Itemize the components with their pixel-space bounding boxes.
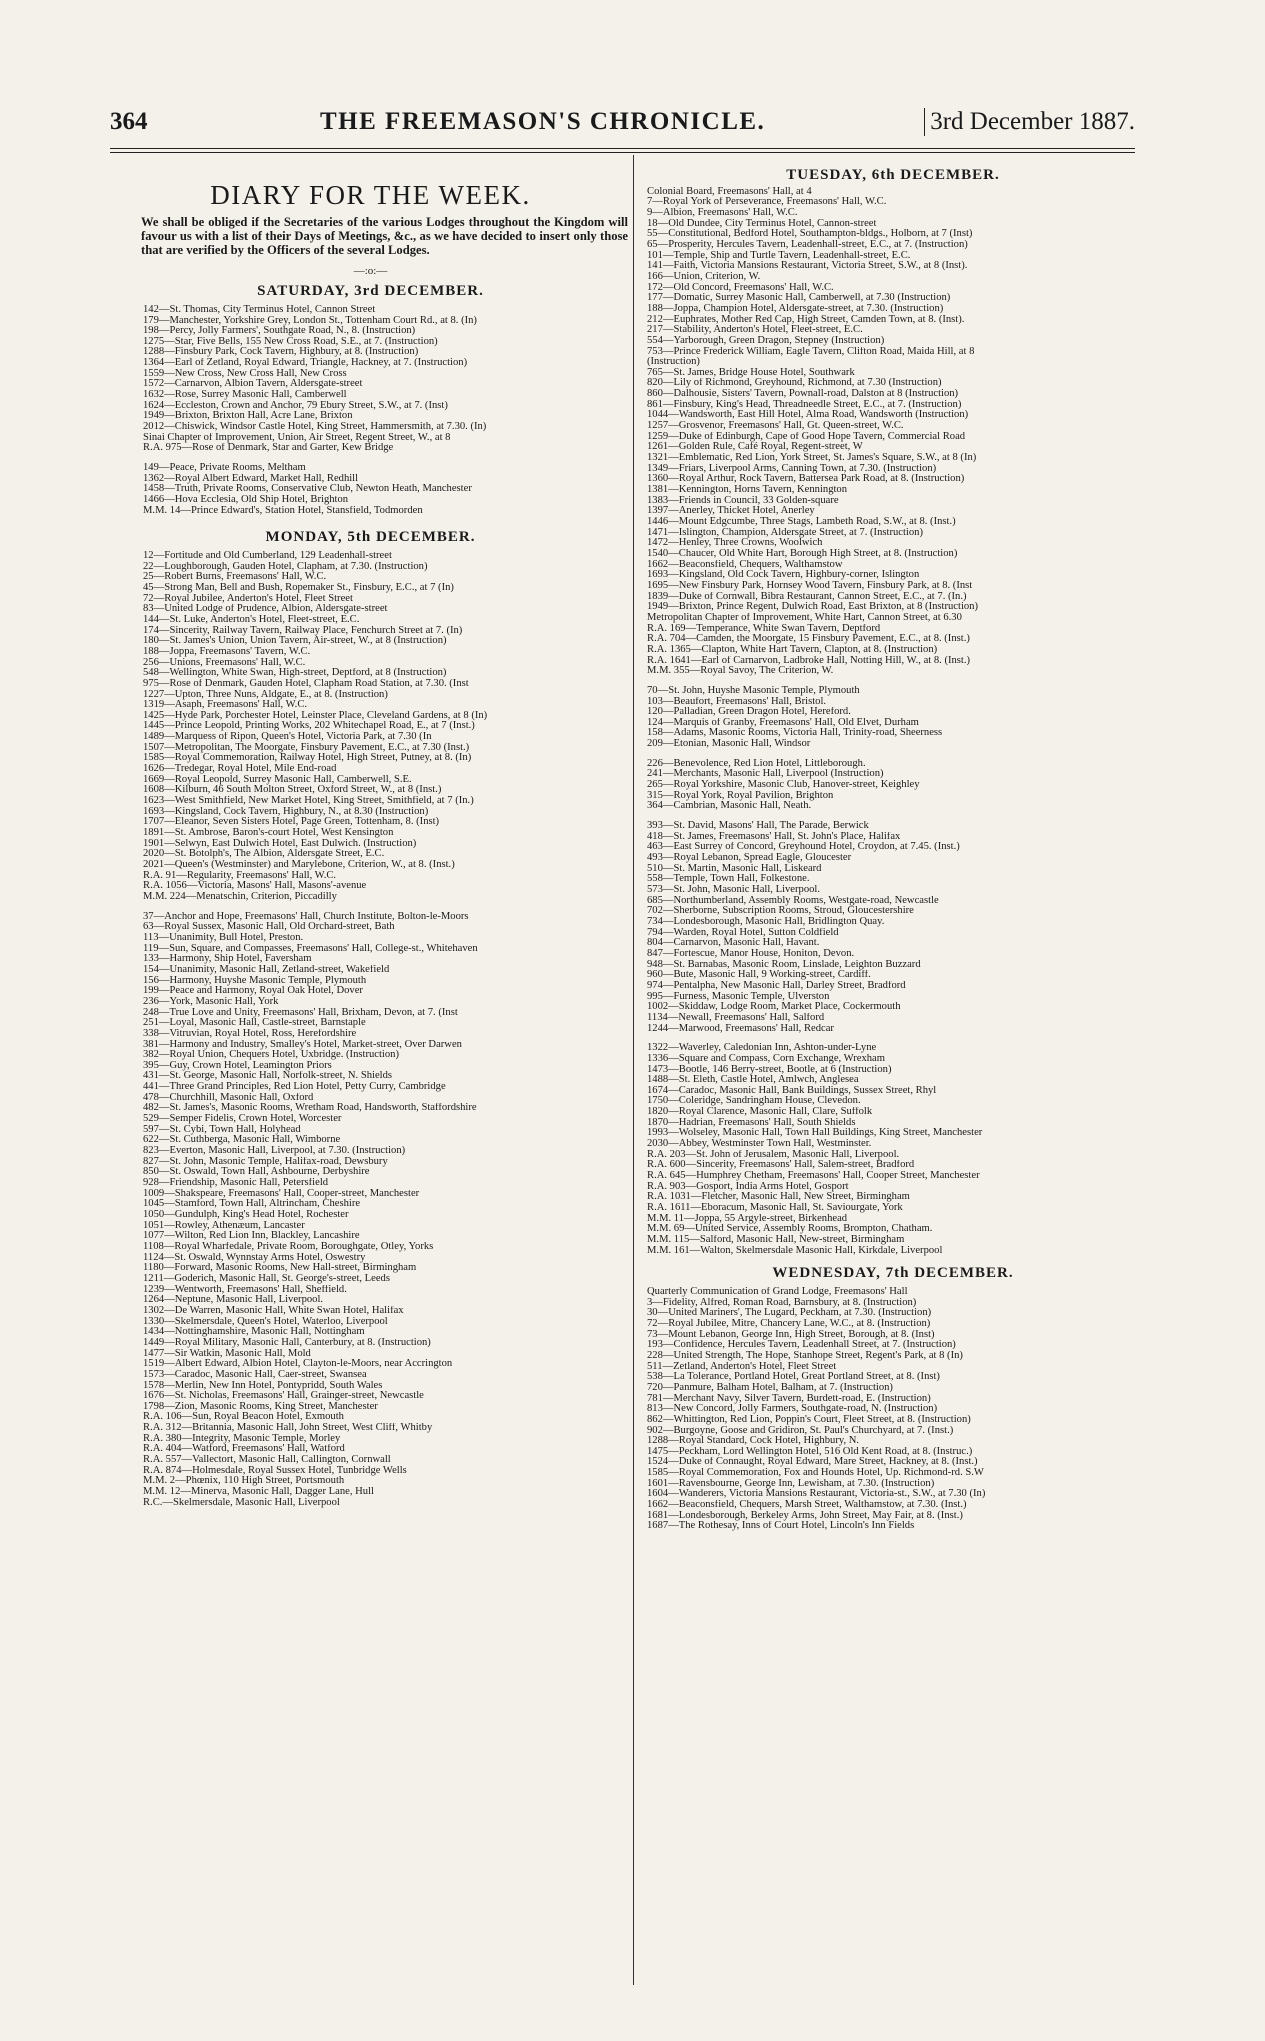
lodge-entry: 1949—Brixton, Prince Regent, Dulwich Road, East Brixton, at 8 (Instruction)	[647, 602, 979, 613]
lodge-entry: R.A. 312—Britannia, Masonic Hall, John Street, West Cliff, Whitby	[143, 1423, 433, 1434]
lodge-entry: 1257—Grosvenor, Freemasons' Hall, Gt. Queen-street, W.C.	[647, 421, 904, 432]
left-column	[113, 168, 628, 1508]
lodge-entry: 83—United Lodge of Prudence, Albion, Aldersgate-street	[143, 604, 388, 615]
section-separator: —:o:—	[353, 264, 388, 277]
lodge-entry: Quarterly Communication of Grand Lodge, Freemasons' Hall	[647, 1286, 908, 1297]
lodge-entry: 1891—St. Ambrose, Baron's-court Hotel, West Kensington	[143, 828, 394, 839]
lodge-entry: 441—Three Grand Principles, Red Lion Hotel, Petty Curry, Cambridge	[143, 1082, 446, 1093]
lodge-entry: 177—Domatic, Surrey Masonic Hall, Camberwell, at 7.30 (Instruction)	[647, 293, 951, 304]
lodge-entry: M.M. 115—Salford, Masonic Hall, New-street, Birmingham	[647, 1235, 905, 1245]
lodge-entry: 538—La Tolerance, Portland Hotel, Great Portland Street, at 8. (Inst)	[647, 1372, 940, 1383]
lodge-entry: 228—United Strength, The Hope, Stanhope Street, Regent's Park, at 8 (In)	[647, 1350, 963, 1361]
group-gap	[643, 750, 1143, 759]
lodge-entry: 431—St. George, Masonic Hall, Norfolk-street, N. Shields	[143, 1071, 393, 1082]
lodge-entry: 1870—Hadrian, Freemasons' Hall, South Shields	[647, 1117, 856, 1128]
lodge-entry: 12—Fortitude and Old Cumberland, 129 Leadenhall-street	[143, 550, 392, 561]
lodge-entry: 861—Finsbury, King's Head, Threadneedle Street, E.C., at 7. (Instruction)	[647, 399, 962, 410]
lodge-entry: 1362—Royal Albert Edward, Market Hall, Redhill	[143, 473, 359, 484]
right-column	[643, 167, 1143, 1532]
lodge-entry: 1681—Londesborough, Berkeley Arms, John Street, May Fair, at 8. (Inst.)	[647, 1510, 963, 1521]
lodge-entry: 2021—Queen's (Westminster) and Marylebone, Criterion, W., at 8. (Inst.)	[143, 860, 455, 871]
lodge-entry: R.A. 1031—Fletcher, Masonic Hall, New Street, Birmingham	[647, 1192, 910, 1203]
lodge-entry: 144—St. Luke, Anderton's Hotel, Fleet-street, E.C.	[143, 614, 360, 625]
lodge-entry: 1674—Caradoc, Masonic Hall, Bank Buildings, Sussex Street, Rhyl	[647, 1085, 937, 1096]
lodge-entry: 133—Harmony, Ship Hotel, Faversham	[143, 954, 312, 965]
lodge-entry: 1693—Kingsland, Cock Tavern, Highbury, N., at 8.30 (Instruction)	[143, 806, 429, 817]
lodge-entry: R.A. 1056—Victoria, Masons' Hall, Masons'-avenue	[143, 881, 367, 892]
column-divider	[633, 155, 634, 1985]
lodge-entry: 395—Guy, Crown Hotel, Leamington Priors	[143, 1060, 332, 1071]
lodge-entry: 1489—Marquess of Ripon, Queen's Hotel, Victoria Park, at 7.30 (In	[143, 732, 432, 743]
lodge-entry: 1364—Earl of Zetland, Royal Edward, Triangle, Hackney, at 7. (Instruction)	[143, 358, 468, 369]
lodge-entry: Metropolitan Chapter of Improvement, White Hart, Cannon Street, at 6.30	[647, 612, 962, 623]
lodge-entry: 73—Mount Lebanon, George Inn, High Street, Borough, at 8. (Inst)	[647, 1329, 935, 1340]
lodge-entry: 1227—Upton, Three Nuns, Aldgate, E., at 8. (Instruction)	[143, 689, 388, 700]
lodge-entry: 381—Harmony and Industry, Smalley's Hotel, Market-street, Over Darwen	[143, 1039, 462, 1050]
monday-entries	[113, 551, 628, 1508]
lodge-entry: 45—Strong Man, Bell and Bush, Ropemaker St., Finsbury, E.C., at 7 (In)	[143, 582, 454, 593]
lodge-entry: 1321—Emblematic, Red Lion, York Street, St. James's Square, S.W., at 8 (In)	[647, 453, 977, 464]
lodge-entry: R.A. 874—Holmesdale, Royal Sussex Hotel, Tunbridge Wells	[143, 1465, 407, 1476]
lodge-entry: 1077—Wilton, Red Lion Inn, Blackley, Lancashire	[143, 1231, 360, 1242]
lodge-entry: 393—St. David, Masons' Hall, The Parade, Berwick	[647, 821, 869, 832]
lodge-entry: 193—Confidence, Hercules Tavern, Leadenhall Street, at 7. (Instruction)	[647, 1340, 956, 1351]
lodge-entry: 1302—De Warren, Masonic Hall, White Swan Hotel, Halifax	[143, 1305, 404, 1316]
lodge-entry: 256—Unions, Freemasons' Hall, W.C.	[143, 657, 306, 668]
lodge-entry: 209—Etonian, Masonic Hall, Windsor	[647, 739, 811, 750]
lodge-entry: 1573—Caradoc, Masonic Hall, Caer-street, Swansea	[143, 1369, 367, 1380]
lodge-entry: 1434—Nottinghamshire, Masonic Hall, Nottingham	[143, 1327, 365, 1338]
lodge-entry: 120—Palladian, Green Dragon Hotel, Hereford.	[647, 707, 851, 718]
lodge-entry: 827—St. John, Masonic Temple, Halifax-road, Dewsbury	[143, 1156, 388, 1167]
lodge-entry: 55—Constitutional, Bedford Hotel, Southampton-bldgs., Holborn, at 7 (Inst)	[647, 229, 973, 240]
lodge-entry: 1585—Royal Commemoration, Railway Hotel, High Street, Putney, at 8. (In)	[143, 753, 472, 764]
lodge-entry: 702—Sherborne, Subscription Rooms, Stroud, Gloucestershire	[647, 906, 914, 917]
lodge-entry: 364—Cambrian, Masonic Hall, Neath.	[647, 801, 812, 812]
lodge-entry: 1687—The Rothesay, Inns of Court Hotel, Lincoln's Inn Fields	[647, 1521, 915, 1532]
lodge-entry: 1322—Waverley, Caledonian Inn, Ashton-under-Lyne	[647, 1043, 877, 1054]
lodge-entry: M.M. 11—Joppa, 55 Argyle-street, Birkenhead	[647, 1213, 848, 1224]
lodge-entry: 995—Furness, Masonic Temple, Ulverston	[647, 991, 830, 1002]
lodge-entry: 622—St. Cuthberga, Masonic Hall, Wimborne	[143, 1135, 341, 1146]
lodge-entry: 63—Royal Sussex, Masonic Hall, Old Orchard-street, Bath	[143, 922, 395, 933]
lodge-entry: 315—Royal York, Royal Pavilion, Brighton	[647, 790, 834, 801]
lodge-entry: 1585—Royal Commemoration, Fox and Hounds Hotel, Up. Richmond-rd. S.W	[647, 1468, 984, 1479]
lodge-entry: 823—Everton, Masonic Hall, Liverpool, at 7.30. (Instruction)	[143, 1146, 406, 1157]
lodge-entry: 188—Joppa, Champion Hotel, Aldersgate-street, at 7.30. (Instruction)	[647, 303, 944, 314]
group-gap	[113, 454, 628, 463]
lodge-entry: (Instruction)	[647, 357, 700, 368]
lodge-entry: 166—Union, Criterion, W.	[647, 271, 761, 282]
lodge-entry: 1901—Selwyn, East Dulwich Hotel, East Dulwich. (Instruction)	[143, 838, 417, 849]
lodge-entry: 1009—Shakspeare, Freemasons' Hall, Cooper-street, Manchester	[143, 1188, 420, 1199]
lodge-entry: 804—Carnarvon, Masonic Hall, Havant.	[647, 938, 820, 949]
lodge-entry: 1051—Rowley, Athenæum, Lancaster	[143, 1220, 305, 1231]
lodge-entry: 975—Rose of Denmark, Gauden Hotel, Clapham Road Station, at 7.30. (Inst	[143, 678, 469, 689]
lodge-entry: 478—Churchhill, Masonic Hall, Oxford	[143, 1092, 314, 1103]
lodge-entry: 463—East Surrey of Concord, Greyhound Hotel, Croydon, at 7.45. (Inst.)	[647, 842, 960, 853]
lodge-entry: 199—Peace and Harmony, Royal Oak Hotel, Dover	[143, 986, 363, 997]
lodge-entry: 1044—Wandsworth, East Hill Hotel, Alma Road, Wandsworth (Instruction)	[647, 410, 969, 421]
lodge-entry: 493—Royal Lebanon, Spread Eagle, Gloucester	[647, 853, 852, 864]
lodge-entry: R.A. 645—Humphrey Chetham, Freemasons' Hall, Cooper Street, Manchester	[647, 1171, 980, 1182]
day-heading-tuesday: TUESDAY, 6th DECEMBER.	[786, 167, 1000, 183]
lodge-entry: 1632—Rose, Surrey Masonic Hall, Camberwell	[143, 390, 347, 401]
lodge-entry: 1381—Kennington, Horns Tavern, Kennington	[647, 485, 848, 496]
lodge-entry: 1623—West Smithfield, New Market Hotel, King Street, Smithfield, at 7 (In.)	[143, 796, 474, 807]
lodge-entry: Sinai Chapter of Improvement, Union, Air Street, Regent Street, W., at 8	[143, 432, 451, 443]
lodge-entry: 1425—Hyde Park, Porchester Hotel, Leinster Place, Cleveland Gardens, at 8 (In)	[143, 710, 488, 721]
lodge-entry: 720—Panmure, Balham Hotel, Balham, at 7. (Instruction)	[647, 1382, 893, 1393]
header-rule-thin	[110, 152, 1135, 153]
lodge-entry: 1839—Duke of Cornwall, Bibra Restaurant, Cannon Street, E.C., at 7. (In.)	[647, 591, 967, 602]
lodge-entry: 510—St. Martin, Masonic Hall, Liskeard	[647, 863, 822, 874]
lodge-entry: 1662—Beaconsfield, Chequers, Walthamstow	[647, 559, 843, 570]
diary-title: DIARY FOR THE WEEK.	[210, 180, 531, 210]
lodge-entry: 418—St. James, Freemasons' Hall, St. John's Place, Halifax	[647, 831, 901, 842]
lodge-entry: R.A. 91—Regularity, Freemasons' Hall, W.C.	[143, 870, 337, 881]
lodge-entry: 1626—Tredegar, Royal Hotel, Mile End-road	[143, 764, 337, 775]
lodge-entry: 1693—Kingsland, Old Cock Tavern, Highbury-corner, Islington	[647, 570, 920, 581]
lodge-entry: 1608—Kilburn, 46 South Molton Street, Oxford Street, W., at 8 (Inst.)	[143, 785, 442, 796]
lodge-entry: 1604—Wanderers, Victoria Mansions Restaurant, Victoria-st., S.W., at 7.30 (In)	[647, 1489, 986, 1500]
lodge-entry: 1336—Square and Compass, Corn Exchange, Wrexham	[647, 1053, 885, 1064]
lodge-entry: 820—Lily of Richmond, Greyhound, Richmond, at 7.30 (Instruction)	[647, 378, 942, 389]
diary-intro: We shall be obliged if the Secretaries of the various Lodges throughout the Kingdom will favour us with a list of their Days of Meetings, &c., as we have decided to insert only those that are verified by the Officers of the several Lodges.	[141, 214, 628, 258]
lodge-entry: M.M. 69—United Service, Assembly Rooms, Brompton, Chatham.	[647, 1224, 933, 1235]
lodge-entry: 70—St. John, Huyshe Masonic Temple, Plymouth	[647, 685, 860, 696]
lodge-entry: 847—Fortescue, Manor House, Honiton, Devon.	[647, 948, 855, 959]
lodge-entry: M.M. 12—Minerva, Masonic Hall, Dagger Lane, Hull	[143, 1487, 374, 1498]
lodge-entry: 1239—Wentworth, Freemasons' Hall, Sheffield.	[143, 1284, 347, 1295]
lodge-entry: 1559—New Cross, New Cross Hall, New Cross	[143, 368, 347, 379]
lodge-entry: 1466—Hova Ecclesia, Old Ship Hotel, Brighton	[143, 495, 349, 506]
lodge-entry: 338—Vitruvian, Royal Hotel, Ross, Herefordshire	[143, 1028, 357, 1039]
lodge-entry: R.A. 404—Watford, Freemasons' Hall, Watford	[143, 1444, 345, 1455]
lodge-entry: 794—Warden, Royal Hotel, Sutton Coldfield	[647, 927, 839, 938]
lodge-entry: M.M. 14—Prince Edward's, Station Hotel, Stansfield, Todmorden	[143, 505, 423, 516]
lodge-entry: 25—Robert Burns, Freemasons' Hall, W.C.	[143, 572, 327, 583]
lodge-entry: 119—Sun, Square, and Compasses, Freemasons' Hall, College-st., Whitehaven	[143, 943, 478, 954]
lodge-entry: 860—Dalhousie, Sisters' Tavern, Pownall-road, Dalston at 8 (Instruction)	[647, 389, 959, 400]
lodge-entry: R.A. 600—Sincerity, Freemasons' Hall, Salem-street, Bradford	[647, 1160, 915, 1171]
lodge-entry: 1002—Skiddaw, Lodge Room, Market Place, Cockermouth	[647, 1002, 901, 1013]
lodge-entry: 529—Semper Fidelis, Crown Hotel, Worcester	[143, 1114, 342, 1125]
lodge-entry: 1045—Stamford, Town Hall, Altrincham, Cheshire	[143, 1199, 361, 1210]
lodge-entry: 172—Old Concord, Freemasons' Hall, W.C.	[647, 282, 834, 293]
day-heading-wednesday: WEDNESDAY, 7th DECEMBER.	[772, 1265, 1014, 1282]
lodge-entry: 1383—Friends in Council, 33 Golden-square	[647, 495, 839, 506]
lodge-entry: 1288—Finsbury Park, Cock Tavern, Highbury, at 8. (Instruction)	[143, 347, 419, 358]
day-heading-saturday: SATURDAY, 3rd DECEMBER.	[257, 283, 484, 300]
lodge-entry: 188—Joppa, Freemasons' Tavern, W.C.	[143, 646, 311, 657]
lodge-entry: 1275—Star, Five Bells, 155 New Cross Road, S.E., at 7. (Instruction)	[143, 336, 438, 347]
lodge-entry: 974—Pentalpha, New Masonic Hall, Darley Street, Bradford	[647, 980, 906, 991]
wednesday-entries	[643, 1287, 1143, 1532]
lodge-entry: 813—New Concord, Jolly Farmers, Southgate-road, N. (Instruction)	[647, 1404, 938, 1415]
lodge-entry: 1360—Royal Arthur, Rock Tavern, Battersea Park Road, at 8. (Instruction)	[647, 474, 965, 485]
lodge-entry: 1507—Metropolitan, The Moorgate, Finsbury Pavement, E.C., at 7.30 (Inst.)	[143, 742, 470, 753]
lodge-entry: 65—Prosperity, Hercules Tavern, Leadenhall-street, E.C., at 7. (Instruction)	[647, 239, 968, 250]
group-gap	[643, 677, 1143, 686]
lodge-entry: 1397—Anerley, Thicket Hotel, Anerley	[647, 506, 815, 517]
lodge-entry: 212—Euphrates, Mother Red Cap, High Street, Camden Town, at 8. (Inst).	[647, 314, 965, 325]
lodge-entry: 248—True Love and Unity, Freemasons' Hall, Brixham, Devon, at 7. (Inst	[143, 1007, 458, 1018]
lodge-entry: 1473—Bootle, 146 Berry-street, Bootle, at 6 (Instruction)	[647, 1064, 892, 1075]
lodge-entry: R.A. 903—Gosport, India Arms Hotel, Gosport	[647, 1181, 849, 1192]
lodge-entry: 1624—Eccleston, Crown and Anchor, 79 Ebury Street, S.W., at 7. (Inst)	[143, 400, 448, 411]
group-gap	[643, 1034, 1143, 1043]
lodge-entry: R.A. 704—Camden, the Moorgate, 15 Finsbury Pavement, E.C., at 8. (Inst.)	[647, 634, 970, 645]
lodge-entry: 236—York, Masonic Hall, York	[143, 996, 279, 1007]
lodge-entry: 948—St. Barnabas, Masonic Room, Linslade, Leighton Buzzard	[647, 959, 921, 970]
lodge-entry: 1949—Brixton, Brixton Hall, Acre Lane, Brixton	[143, 411, 353, 422]
lodge-entry: 18—Old Dundee, City Terminus Hotel, Cannon-street	[647, 218, 877, 229]
lodge-entry: 1993—Wolseley, Masonic Hall, Town Hall Buildings, King Street, Manchester	[647, 1128, 983, 1139]
lodge-entry: 1050—Gundulph, King's Head Hotel, Rochester	[143, 1210, 349, 1221]
lodge-entry: 765—St. James, Bridge House Hotel, Southwark	[647, 367, 855, 378]
lodge-entry: 1475—Peckham, Lord Wellington Hotel, 516 Old Kent Road, at 8. (Instruc.)	[647, 1446, 973, 1457]
lodge-entry: R.A. 1641—Earl of Carnarvon, Ladbroke Hall, Notting Hill, W., at 8. (Inst.)	[647, 655, 971, 666]
lodge-entry: R.C.—Skelmersdale, Masonic Hall, Liverpool	[143, 1497, 340, 1508]
lodge-entry: R.A. 975—Rose of Denmark, Star and Garter, Kew Bridge	[143, 443, 394, 454]
page-header	[110, 108, 1135, 142]
lodge-entry: 141—Faith, Victoria Mansions Restaurant, Victoria Street, S.W., at 8 (Inst).	[647, 261, 968, 272]
lodge-entry: 1601—Ravensbourne, George Inn, Lewisham, at 7.30. (Instruction)	[647, 1478, 935, 1489]
lodge-entry: 554—Yarborough, Green Dragon, Stepney (Instruction)	[647, 335, 885, 346]
lodge-entry: 1750—Coleridge, Sandringham House, Clevedon.	[647, 1096, 861, 1107]
lodge-entry: R.A. 169—Temperance, White Swan Tavern, Deptford	[647, 623, 881, 634]
lodge-entry: M.M. 224—Menatschin, Criterion, Piccadilly	[143, 891, 337, 902]
lodge-entry: 241—Merchants, Masonic Hall, Liverpool (Instruction)	[647, 769, 884, 780]
lodge-entry: R.A. 106—Sun, Royal Beacon Hotel, Exmouth	[143, 1412, 344, 1423]
lodge-entry: 2012—Chiswick, Windsor Castle Hotel, King Street, Hammersmith, at 7.30. (In)	[143, 422, 487, 433]
lodge-entry: 1519—Albert Edward, Albion Hotel, Clayton-le-Moors, near Accrington	[143, 1359, 453, 1370]
lodge-entry: 1261—Golden Rule, Café Royal, Regent-street, W	[647, 442, 863, 453]
lodge-entry: 1820—Royal Clarence, Masonic Hall, Clare, Suffolk	[647, 1107, 873, 1118]
lodge-entry: R.A. 203—St. John of Jerusalem, Masonic Hall, Liverpool.	[647, 1149, 900, 1160]
lodge-entry: 30—United Mariners', The Lugard, Peckham, at 7.30. (Instruction)	[647, 1308, 932, 1319]
lodge-entry: 1134—Newall, Freemasons' Hall, Salford	[647, 1012, 825, 1023]
lodge-entry: 1349—Friars, Liverpool Arms, Canning Town, at 7.30. (Instruction)	[647, 463, 937, 474]
lodge-entry: 862—Whittington, Red Lion, Poppin's Court, Fleet Street, at 8. (Instruction)	[647, 1414, 971, 1425]
issue-date: 3rd December 1887.	[924, 108, 1135, 136]
lodge-entry: 1662—Beaconsfield, Chequers, Marsh Street, Walthamstow, at 7.30. (Inst.)	[647, 1500, 967, 1511]
lodge-entry: 1572—Carnarvon, Albion Tavern, Aldersgate-street	[143, 379, 363, 390]
day-heading-monday: MONDAY, 5th DECEMBER.	[265, 529, 476, 546]
lodge-entry: 928—Friendship, Masonic Hall, Petersfield	[143, 1178, 329, 1189]
lodge-entry: 573—St. John, Masonic Hall, Liverpool.	[647, 885, 821, 895]
lodge-entry: 1445—Prince Leopold, Printing Works, 202 Whitechapel Road, E., at 7 (Inst.)	[143, 721, 475, 732]
lodge-entry: 902—Burgoyne, Goose and Gridiron, St. Paul's Churchyard, at 7. (Inst.)	[647, 1425, 954, 1436]
lodge-entry: 1288—Royal Standard, Cock Hotel, Highbury, N.	[647, 1436, 860, 1447]
lodge-entry: 1449—Royal Military, Masonic Hall, Canterbury, at 8. (Instruction)	[143, 1337, 431, 1348]
lodge-entry: 22—Loughborough, Gauden Hotel, Clapham, at 7.30. (Instruction)	[143, 561, 428, 572]
lodge-entry: 1524—Duke of Connaught, Royal Edward, Mare Street, Hackney, at 8. (Inst.)	[647, 1457, 978, 1468]
lodge-entry: 1264—Neptune, Masonic Hall, Liverpool.	[143, 1295, 324, 1306]
lodge-entry: 1124—St. Oswald, Wynnstay Arms Hotel, Oswestry	[143, 1252, 366, 1263]
lodge-entry: 1488—St. Eleth, Castle Hotel, Amlwch, Anglesea	[647, 1075, 859, 1086]
lodge-entry: 265—Royal Yorkshire, Masonic Club, Hanover-street, Keighley	[647, 780, 920, 791]
lodge-entry: 156—Harmony, Huyshe Masonic Temple, Plymouth	[143, 975, 367, 986]
lodge-entry: 174—Sincerity, Railway Tavern, Railway Place, Fenchurch Street at 7. (In)	[143, 625, 463, 636]
lodge-entry: Colonial Board, Freemasons' Hall, at 4	[647, 186, 812, 197]
group-gap	[113, 903, 628, 912]
lodge-entry: 1211—Goderich, Masonic Hall, St. George's-street, Leeds	[143, 1273, 390, 1284]
lodge-entry: 548—Wellington, White Swan, High-street, Deptford, at 8 (Instruction)	[143, 668, 447, 679]
lodge-entry: R.A. 1611—Eboracum, Masonic Hall, St. Saviourgate, York	[647, 1203, 903, 1214]
lodge-entry: 3—Fidelity, Alfred, Roman Road, Barnsbury, at 8. (Instruction)	[647, 1297, 917, 1308]
saturday-entries	[113, 305, 628, 516]
lodge-entry: 1676—St. Nicholas, Freemasons' Hall, Grainger-street, Newcastle	[143, 1391, 424, 1402]
lodge-entry: 1458—Truth, Private Rooms, Conservative Club, Newton Heath, Manchester	[143, 484, 472, 495]
lodge-entry: 7—Royal York of Perseverance, Freemasons' Hall, W.C.	[647, 197, 887, 208]
lodge-entry: 1446—Mount Edgcumbe, Three Stags, Lambeth Road, S.W., at 8. (Inst.)	[647, 517, 956, 527]
lodge-entry: 158—Adams, Masonic Rooms, Victoria Hall, Trinity-road, Sheerness	[647, 728, 943, 739]
lodge-entry: R.A. 380—Integrity, Masonic Temple, Morley	[143, 1433, 341, 1444]
lodge-entry: 103—Beaufort, Freemasons' Hall, Bristol.	[647, 696, 827, 707]
lodge-entry: 101—Temple, Ship and Turtle Tavern, Leadenhall-street, E.C.	[647, 250, 911, 261]
lodge-entry: 482—St. James's, Masonic Rooms, Wretham Road, Handsworth, Staffordshire	[143, 1103, 477, 1114]
lodge-entry: R.A. 557—Vallectort, Masonic Hall, Callington, Cornwall	[143, 1455, 391, 1466]
lodge-entry: 1180—Forward, Masonic Rooms, New Hall-street, Birmingham	[143, 1263, 417, 1274]
lodge-entry: R.A. 1365—Clapton, White Hart Tavern, Clapton, at 8. (Instruction)	[647, 644, 938, 655]
tuesday-entries	[643, 187, 1143, 1257]
lodge-entry: 1477—Sir Watkin, Masonic Hall, Mold	[143, 1348, 311, 1359]
lodge-entry: 1669—Royal Leopold, Surrey Masonic Hall, Camberwell, S.E.	[143, 774, 412, 785]
masthead-title: THE FREEMASON'S CHRONICLE.	[320, 108, 766, 135]
lodge-entry: 72—Royal Jubilee, Anderton's Hotel, Fleet Street	[143, 593, 353, 604]
lodge-entry: M.M. 355—Royal Savoy, The Criterion, W.	[647, 666, 834, 677]
lodge-entry: 781—Merchant Navy, Silver Tavern, Burdett-road, E. (Instruction)	[647, 1393, 931, 1404]
lodge-entry: 1330—Skelmersdale, Queen's Hotel, Waterloo, Liverpool	[143, 1316, 388, 1327]
lodge-entry: 1471—Islington, Champion, Aldersgate Street, at 7. (Instruction)	[647, 527, 923, 538]
lodge-entry: 198—Percy, Jolly Farmers', Southgate Road, N., 8. (Instruction)	[143, 326, 416, 337]
lodge-entry: 179—Manchester, Yorkshire Grey, London St., Tottenham Court Rd., at 8. (In)	[143, 315, 477, 326]
lodge-entry: 1578—Merlin, New Inn Hotel, Pontypridd, South Wales	[143, 1380, 383, 1391]
lodge-entry: 226—Benevolence, Red Lion Hotel, Littleborough.	[647, 758, 866, 769]
lodge-entry: 154—Unanimity, Masonic Hall, Zetland-street, Wakefield	[143, 964, 390, 975]
lodge-entry: 9—Albion, Freemasons' Hall, W.C.	[647, 207, 798, 218]
lodge-entry: 960—Bute, Masonic Hall, 9 Working-street, Cardiff.	[647, 970, 871, 981]
lodge-entry: 1540—Chaucer, Old White Hart, Borough High Street, at 8. (Instruction)	[647, 548, 958, 559]
lodge-entry: 2030—Abbey, Westminster Town Hall, Westminster.	[647, 1139, 872, 1150]
lodge-entry: 37—Anchor and Hope, Freemasons' Hall, Church Institute, Bolton-le-Moors	[143, 911, 469, 922]
lodge-entry: 217—Stability, Anderton's Hotel, Fleet-street, E.C.	[647, 325, 863, 336]
lodge-entry: 149—Peace, Private Rooms, Meltham	[143, 463, 306, 474]
lodge-entry: 72—Royal Jubilee, Mitre, Chancery Lane, W.C., at 8. (Instruction)	[647, 1318, 931, 1329]
lodge-entry: 558—Temple, Town Hall, Folkestone.	[647, 874, 810, 885]
lodge-entry: 2020—St. Botolph's, The Albion, Aldersgate Street, E.C.	[143, 849, 385, 860]
lodge-entry: 597—St. Cybi, Town Hall, Holyhead	[143, 1124, 301, 1135]
group-gap	[643, 812, 1143, 821]
lodge-entry: 124—Marquis of Granby, Freemasons' Hall, Old Elvet, Durham	[647, 717, 919, 728]
page-number: 364	[110, 108, 148, 135]
lodge-entry: 1695—New Finsbury Park, Hornsey Wood Tavern, Finsbury Park, at 8. (Inst	[647, 580, 973, 591]
lodge-entry: 685—Northumberland, Assembly Rooms, Westgate-road, Newcastle	[647, 895, 939, 906]
lodge-entry: 1319—Asaph, Freemasons' Hall, W.C.	[143, 700, 308, 711]
lodge-entry: 1707—Eleanor, Seven Sisters Hotel, Page Green, Tottenham, 8. (Inst)	[143, 817, 440, 828]
lodge-entry: 1244—Marwood, Freemasons' Hall, Redcar	[647, 1023, 834, 1034]
lodge-entry: M.M. 2—Phœnix, 110 High Street, Portsmouth	[143, 1476, 345, 1487]
lodge-entry: 734—Londesborough, Masonic Hall, Bridlington Quay.	[647, 916, 885, 927]
lodge-entry: 1259—Duke of Edinburgh, Cape of Good Hope Tavern, Commercial Road	[647, 431, 966, 442]
lodge-entry: 251—Loyal, Masonic Hall, Castle-street, Barnstaple	[143, 1018, 366, 1029]
lodge-entry: 850—St. Oswald, Town Hall, Ashbourne, Derbyshire	[143, 1167, 370, 1178]
lodge-entry: 511—Zetland, Anderton's Hotel, Fleet Street	[647, 1361, 837, 1372]
header-rule	[110, 148, 1135, 149]
lodge-entry: 1108—Royal Wharfedale, Private Room, Boroughgate, Otley, Yorks	[143, 1241, 434, 1252]
lodge-entry: 142—St. Thomas, City Terminus Hotel, Cannon Street	[143, 304, 376, 315]
lodge-entry: 753—Prince Frederick William, Eagle Tavern, Clifton Road, Maida Hill, at 8	[647, 346, 975, 357]
lodge-entry: 180—St. James's Union, Union Tavern, Air-street, W., at 8 (Instruction)	[143, 636, 447, 647]
lodge-entry: 382—Royal Union, Chequers Hotel, Uxbridge. (Instruction)	[143, 1050, 399, 1061]
lodge-entry: 1472—Henley, Three Crowns, Woolwich	[647, 538, 823, 549]
lodge-entry: 113—Unanimity, Bull Hotel, Preston.	[143, 932, 304, 943]
lodge-entry: M.M. 161—Walton, Skelmersdale Masonic Hall, Kirkdale, Liverpool	[647, 1245, 943, 1256]
lodge-entry: 1798—Zion, Masonic Rooms, King Street, Manchester	[143, 1401, 378, 1412]
